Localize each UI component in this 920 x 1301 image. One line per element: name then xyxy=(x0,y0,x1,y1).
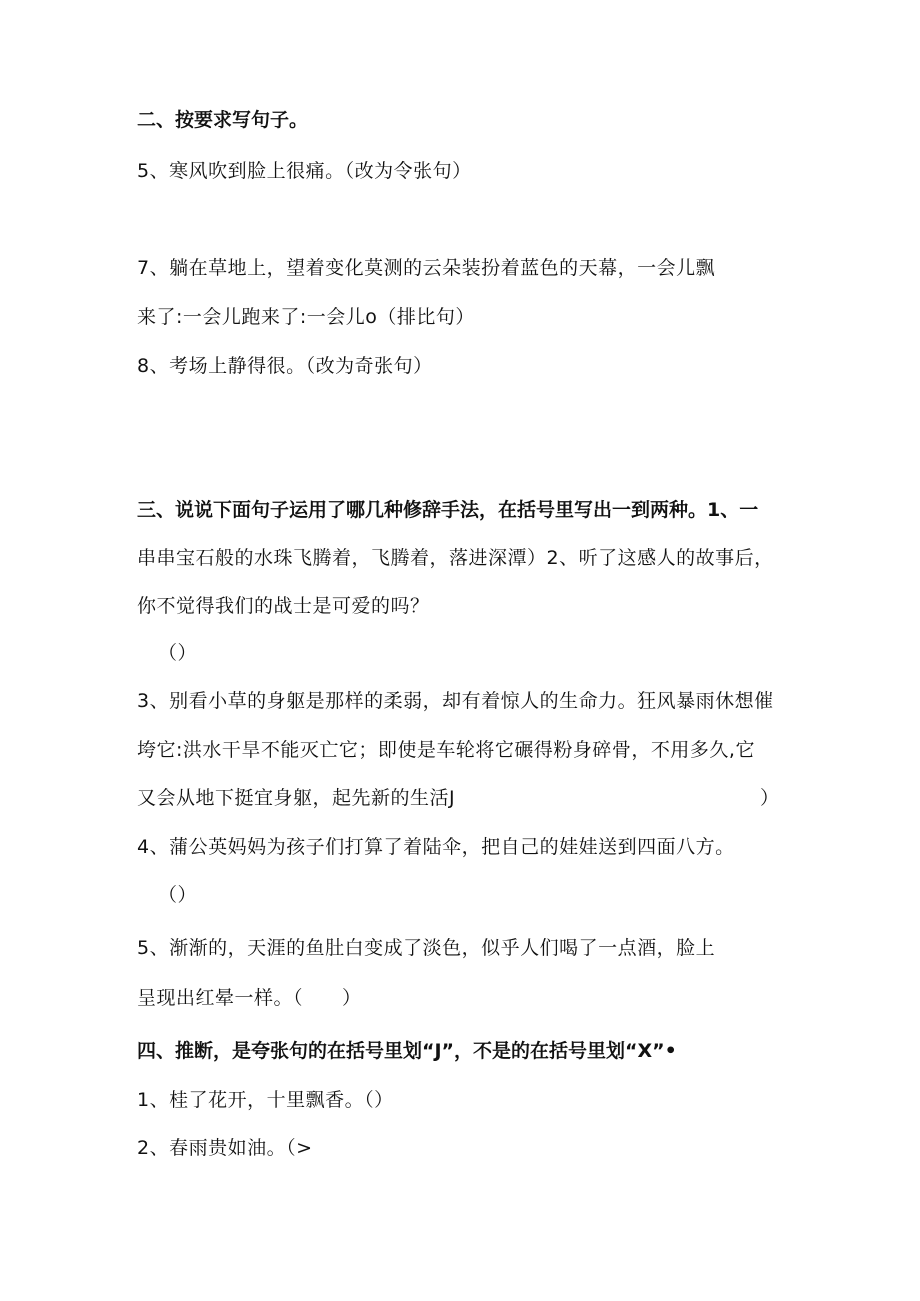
question-8-rewrite: 8、考场上静得很。（改为奇张句） xyxy=(137,355,433,377)
question-7-line-1: 7、躺在草地上，望着变化莫测的云朵装扮着蓝色的天幕，一会儿飘 xyxy=(137,257,716,279)
section-4-heading: 四、推断，是夸张句的在括号里划“J”，不是的在括号里划“X”• xyxy=(137,1040,677,1062)
question-7-line-2: 来了:一会儿跑来了:一会儿o（排比句） xyxy=(137,306,475,328)
answer-paren-2: （） xyxy=(158,884,198,906)
section-2-heading: 二、按要求写句子。 xyxy=(137,109,309,131)
question-3-paren-close: ） xyxy=(760,787,780,809)
section-4-question-2: 2、春雨贵如油。（> xyxy=(137,1137,313,1159)
question-5-line-2: 呈现出红晕一样。（ ） xyxy=(137,987,362,1009)
question-5-rewrite: 5、寒风吹到脸上很痛。（改为令张句） xyxy=(137,160,472,182)
question-3-line-3: 又会从地下挺宜身躯，起先新的生活J xyxy=(137,787,456,809)
question-5-line-1: 5、渐渐的，天涯的鱼肚白变成了淡色，似乎人们喝了一点酒，脸上 xyxy=(137,937,716,959)
section-4-question-1: 1、桂了花开，十里飘香。（） xyxy=(137,1089,394,1111)
section-3-line-3: 你不觉得我们的战士是可爱的吗？ xyxy=(137,595,430,617)
section-3-line-1: 三、说说下面句子运用了哪几种修辞手法，在括号里写出一到两种。1、一 xyxy=(137,499,759,521)
question-3-line-1: 3、别看小草的身躯是那样的柔弱，却有着惊人的生命力。狂风暴雨休想催 xyxy=(137,690,774,712)
section-3-line-2: 串串宝石般的水珠飞腾着，飞腾着，落进深潭）2、听了这感人的故事后， xyxy=(137,547,774,569)
question-4-line: 4、蒲公英妈妈为孩子们打算了着陆伞，把自己的娃娃送到四面八方。 xyxy=(137,836,735,858)
question-3-line-2: 垮它:洪水干旱不能灭亡它；即使是车轮将它碾得粉身碎骨，不用多久,它 xyxy=(137,739,755,761)
answer-paren-1: （） xyxy=(158,642,198,664)
